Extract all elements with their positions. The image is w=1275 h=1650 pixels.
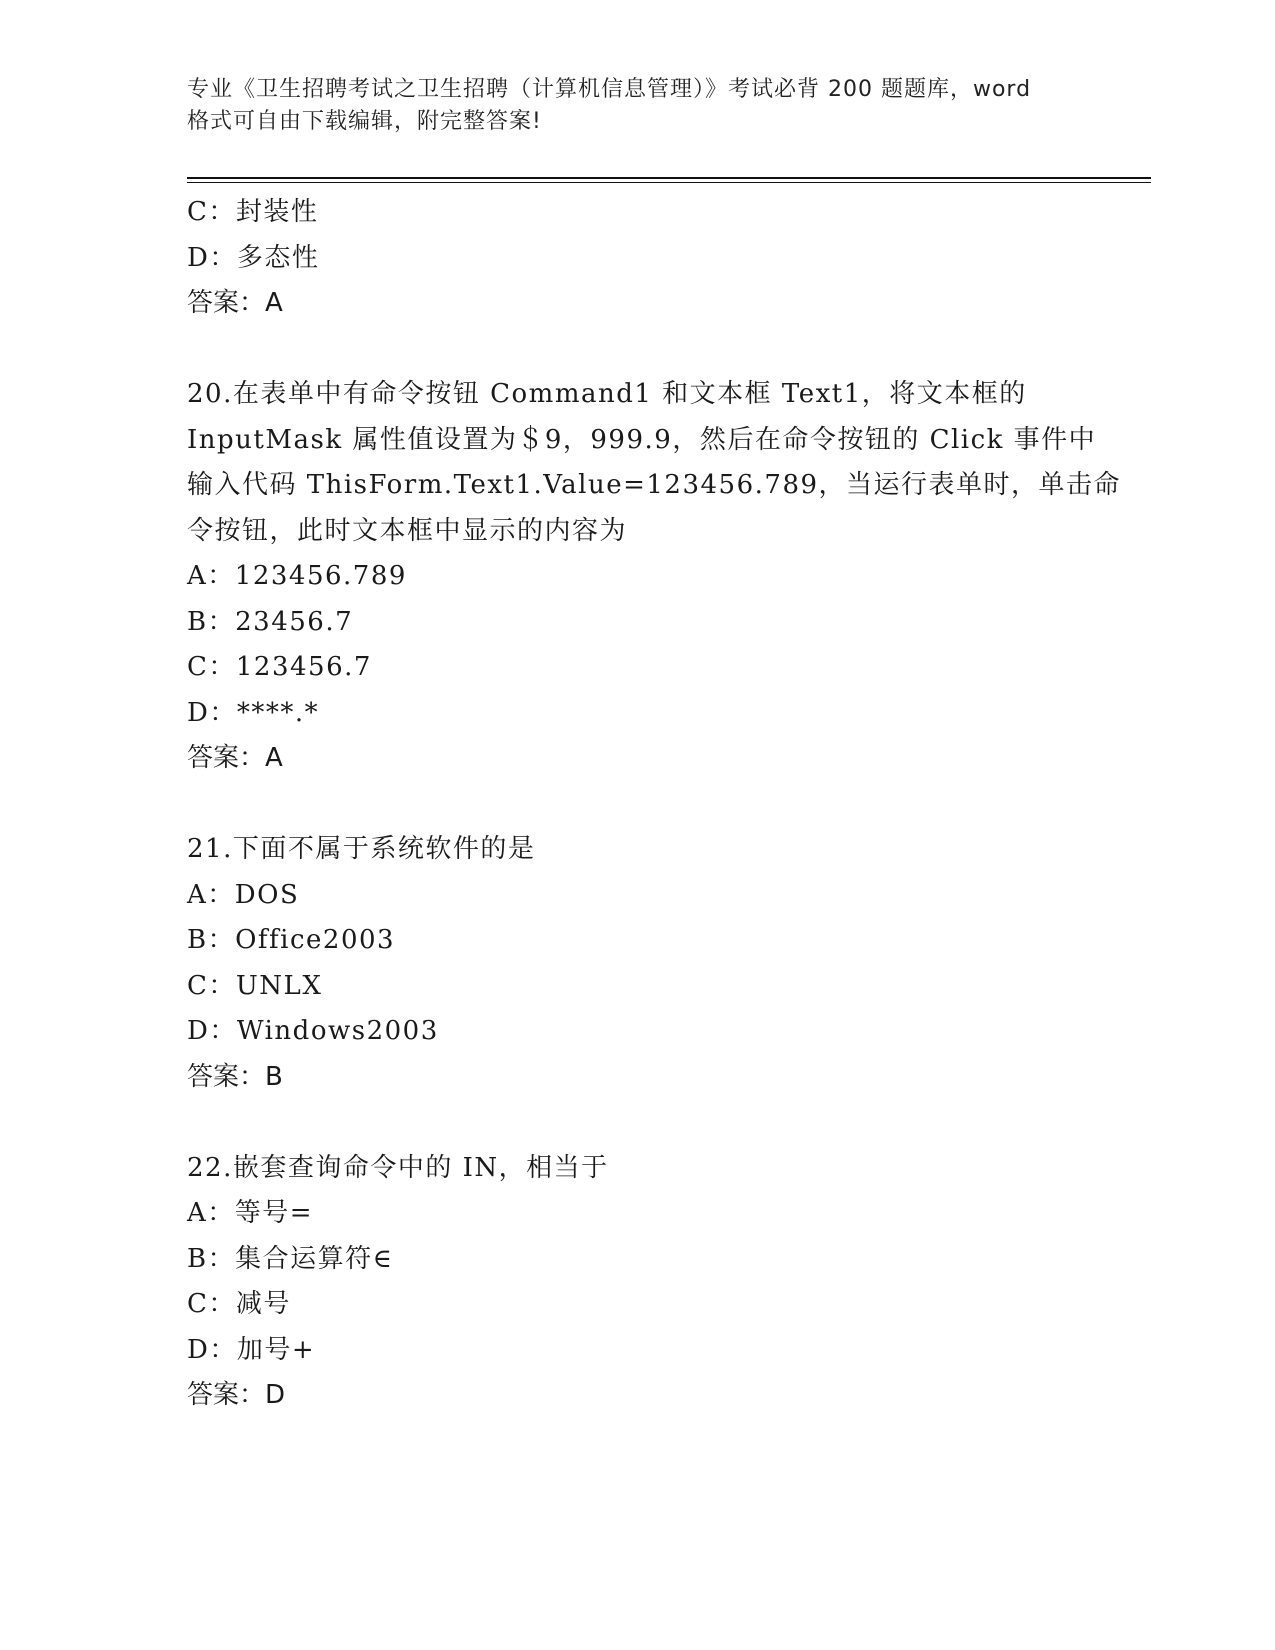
question-text-line: 输入代码 ThisForm.Text1.Value=123456.789，当运行表单时，单击命 (187, 470, 1122, 500)
spacer (187, 1100, 1087, 1146)
option-line: C：封装性 (187, 197, 319, 227)
answer-line: 答案：A (187, 288, 283, 318)
question-text-line: 20.在表单中有命令按钮 Command1 和文本框 Text1，将文本框的 (187, 379, 1027, 409)
option-line: C：减号 (187, 1289, 291, 1319)
question-20 (187, 372, 1122, 782)
lead-question-tail (187, 190, 1087, 327)
question-text-line: InputMask 属性值设置为＄9，999.9，然后在命令按钮的 Click 事件中 (187, 424, 1097, 455)
option-line: A：DOS (187, 879, 300, 910)
answer-line: 答案：B (187, 1061, 283, 1092)
answer-line: 答案：D (187, 1380, 286, 1410)
spacer (187, 782, 1087, 828)
header-line-1: 专业《卫生招聘考试之卫生招聘（计算机信息管理）》考试必背 200 题题库，word (187, 77, 1032, 102)
option-line: B：Office2003 (187, 925, 396, 955)
spacer (187, 327, 1087, 373)
option-line: D：多态性 (187, 242, 320, 273)
option-line: A：123456.789 (187, 561, 407, 591)
option-line: D：加号+ (187, 1334, 316, 1365)
option-line: B：集合运算符∈ (187, 1243, 394, 1274)
option-line: A：等号= (187, 1198, 314, 1228)
question-text-line: 22.嵌套查询命令中的 IN，相当于 (187, 1152, 609, 1183)
header-divider-thick (187, 177, 1151, 179)
header-divider-thin (187, 182, 1151, 183)
header-line-2: 格式可自由下载编辑，附完整答案! (187, 109, 542, 134)
document-body (187, 190, 1122, 1419)
page-header (187, 74, 1087, 138)
option-line: B：23456.7 (187, 606, 354, 637)
option-line: D：Windows2003 (187, 1016, 439, 1046)
option-line: C：123456.7 (187, 652, 372, 682)
question-text-line: 令按钮，此时文本框中显示的内容为 (187, 515, 628, 546)
question-22 (187, 1146, 1087, 1419)
option-line: D：****.* (187, 697, 320, 728)
answer-line: 答案：A (187, 743, 283, 773)
option-line: C：UNLX (187, 970, 323, 1001)
question-text-line: 21.下面不属于系统软件的是 (187, 834, 536, 864)
question-21 (187, 827, 1087, 1100)
